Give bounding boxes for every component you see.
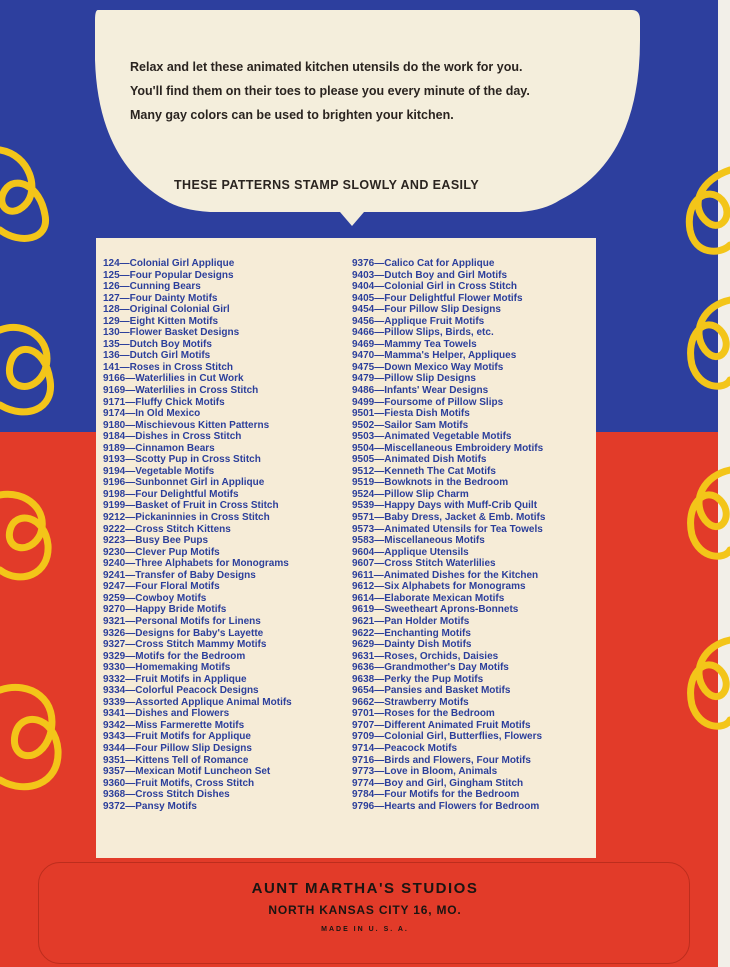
pattern-list-item: 9583—Miscellaneous Motifs (352, 535, 485, 547)
pattern-list-item: 9327—Cross Stitch Mammy Motifs (103, 639, 267, 651)
pattern-list-item: 9405—Four Delightful Flower Motifs (352, 292, 523, 304)
pattern-list-item: 9166—Waterlilies in Cut Work (103, 373, 244, 385)
pattern-list-item: 9466—Pillow Slips, Birds, etc. (352, 327, 494, 339)
pattern-list-item: 9270—Happy Bride Motifs (103, 604, 227, 616)
pattern-list-item: 9499—Foursome of Pillow Slips (352, 396, 504, 408)
pattern-list-item: 9330—Homemaking Motifs (103, 662, 231, 674)
pattern-list-right (352, 258, 545, 812)
pattern-list-item: 9631—Roses, Orchids, Daisies (352, 650, 499, 662)
pattern-list-item: 9784—Four Motifs for the Bedroom (352, 789, 520, 801)
pattern-list-item: 9357—Mexican Motif Luncheon Set (103, 766, 271, 778)
pattern-list-item: 9701—Roses for the Bedroom (352, 708, 495, 720)
pattern-list-item: 9707—Different Animated Fruit Motifs (352, 719, 531, 731)
pattern-list-item: 9636—Grandmother's Day Motifs (352, 662, 509, 674)
pattern-list-item: 9247—Four Floral Motifs (103, 581, 220, 593)
pattern-list-item: 127—Four Dainty Motifs (103, 292, 218, 304)
pattern-list-item: 9180—Mischievous Kitten Patterns (103, 419, 270, 431)
made-in-label: MADE IN U. S. A. (321, 926, 409, 933)
pattern-list-item: 9501—Fiesta Dish Motifs (352, 408, 470, 420)
pattern-list-item: 9714—Peacock Motifs (352, 742, 458, 754)
pattern-list-item: 9196—Sunbonnet Girl in Applique (103, 477, 265, 489)
pattern-list-item: 9638—Perky the Pup Motifs (352, 673, 484, 685)
footer (0, 880, 730, 933)
pattern-list-item: 9321—Personal Motifs for Linens (103, 615, 261, 627)
pattern-list-item: 9571—Baby Dress, Jacket & Emb. Motifs (352, 512, 546, 524)
pattern-list-item: 9454—Four Pillow Slip Designs (352, 304, 501, 316)
pattern-list-item: 9505—Animated Dish Motifs (352, 454, 487, 466)
pattern-list-item: 9519—Bowknots in the Bedroom (352, 477, 509, 489)
pattern-list-item: 125—Four Popular Designs (103, 269, 234, 281)
pattern-list-item: 9774—Boy and Girl, Gingham Stitch (352, 777, 524, 789)
pattern-list-item: 9376—Calico Cat for Applique (352, 258, 495, 269)
pattern-list-item: 9573—Animated Utensils for Tea Towels (352, 523, 543, 535)
pattern-list-item: 9222—Cross Stitch Kittens (103, 523, 231, 535)
pattern-list-item: 9612—Six Alphabets for Monograms (352, 581, 526, 593)
stamp-note: THESE PATTERNS STAMP SLOWLY AND EASILY (174, 178, 480, 192)
pattern-list-item: 9240—Three Alphabets for Monograms (103, 558, 289, 570)
pattern-list-item: 9619—Sweetheart Aprons-Bonnets (352, 604, 519, 616)
pattern-list-item: 9341—Dishes and Flowers (103, 708, 230, 720)
pattern-list-item: 9230—Clever Pup Motifs (103, 546, 220, 558)
pattern-list-item: 9475—Down Mexico Way Motifs (352, 361, 504, 373)
pattern-list-item: 9199—Basket of Fruit in Cross Stitch (103, 500, 279, 512)
pattern-list-item: 9654—Pansies and Basket Motifs (352, 685, 511, 697)
pattern-list-item: 124—Colonial Girl Applique (103, 258, 235, 269)
intro-line-3: Many gay colors can be used to brighten your kitchen. (130, 108, 454, 122)
pattern-list-item: 9174—In Old Mexico (103, 408, 201, 420)
pattern-list-item: 9194—Vegetable Motifs (103, 465, 215, 477)
pattern-list-item: 9773—Love in Bloom, Animals (352, 766, 498, 778)
pattern-list-item: 9470—Mamma's Helper, Appliques (352, 350, 517, 362)
pattern-list-item: 9614—Elaborate Mexican Motifs (352, 592, 505, 604)
pattern-list-item: 9604—Applique Utensils (352, 546, 469, 558)
pattern-list-item: 9709—Colonial Girl, Butterflies, Flowers (352, 731, 543, 743)
intro-text (130, 55, 600, 127)
pattern-list-item: 9189—Cinnamon Bears (103, 442, 215, 454)
pattern-list-item: 136—Dutch Girl Motifs (103, 350, 211, 362)
pattern-list-item: 130—Flower Basket Designs (103, 327, 240, 339)
pattern-list-item: 9504—Miscellaneous Embroidery Motifs (352, 442, 544, 454)
pattern-list-item: 9342—Miss Farmerette Motifs (103, 719, 245, 731)
pattern-list-left (103, 258, 292, 812)
pattern-list-item: 9326—Designs for Baby's Layette (103, 627, 264, 639)
pattern-list-item: 126—Cunning Bears (103, 281, 201, 293)
pattern-list-item: 9539—Happy Days with Muff-Crib Quilt (352, 500, 538, 512)
pattern-list-item: 9344—Four Pillow Slip Designs (103, 742, 252, 754)
pattern-list-item: 9184—Dishes in Cross Stitch (103, 431, 242, 443)
pattern-list-item: 9607—Cross Stitch Waterlilies (352, 558, 496, 570)
pattern-list-item: 9360—Fruit Motifs, Cross Stitch (103, 777, 255, 789)
pattern-list-item: 128—Original Colonial Girl (103, 304, 230, 316)
pattern-list-item: 9368—Cross Stitch Dishes (103, 789, 230, 801)
pattern-list-item: 9456—Applique Fruit Motifs (352, 315, 485, 327)
pattern-list-item: 9171—Fluffy Chick Motifs (103, 396, 225, 408)
pattern-list-item: 9512—Kenneth The Cat Motifs (352, 465, 496, 477)
pattern-list-item: 9329—Motifs for the Bedroom (103, 650, 246, 662)
intro-line-1: Relax and let these animated kitchen utensils do the work for you. (130, 60, 523, 74)
pattern-list-item: 9259—Cowboy Motifs (103, 592, 207, 604)
pattern-list-item: 129—Eight Kitten Motifs (103, 315, 219, 327)
pattern-list-item: 9339—Assorted Applique Animal Motifs (103, 696, 292, 708)
pattern-list-item: 9332—Fruit Motifs in Applique (103, 673, 247, 685)
pattern-list-item: 9503—Animated Vegetable Motifs (352, 431, 512, 443)
pattern-list-item: 9198—Four Delightful Motifs (103, 488, 239, 500)
pattern-list-item: 9629—Dainty Dish Motifs (352, 639, 472, 651)
pattern-list-item: 9469—Mammy Tea Towels (352, 338, 477, 350)
pattern-list-item: 9486—Infants' Wear Designs (352, 385, 489, 397)
pattern-list-item: 135—Dutch Boy Motifs (103, 338, 212, 350)
pattern-list-item: 9351—Kittens Tell of Romance (103, 754, 249, 766)
company-address: NORTH KANSAS CITY 16, MO. (268, 903, 462, 917)
pattern-list-item: 9524—Pillow Slip Charm (352, 488, 469, 500)
pattern-list-item: 9716—Birds and Flowers, Four Motifs (352, 754, 531, 766)
pattern-list-item: 141—Roses in Cross Stitch (103, 361, 234, 373)
pattern-list-item: 9621—Pan Holder Motifs (352, 615, 470, 627)
pattern-list-item: 9796—Hearts and Flowers for Bedroom (352, 800, 540, 812)
pattern-list-item: 9622—Enchanting Motifs (352, 627, 471, 639)
pattern-list-item: 9403—Dutch Boy and Girl Motifs (352, 269, 508, 281)
pattern-list-item: 9662—Strawberry Motifs (352, 696, 469, 708)
intro-line-2: You'll find them on their toes to please you every minute of the day. (130, 84, 530, 98)
pattern-list-item: 9372—Pansy Motifs (103, 800, 197, 812)
pattern-list-item: 9223—Busy Bee Pups (103, 535, 209, 547)
pattern-list-item: 9343—Fruit Motifs for Applique (103, 731, 251, 743)
pattern-list-item: 9611—Animated Dishes for the Kitchen (352, 569, 539, 581)
pattern-list-item: 9212—Pickaninnies in Cross Stitch (103, 512, 270, 524)
pattern-list-item: 9404—Colonial Girl in Cross Stitch (352, 281, 518, 293)
pattern-list-item: 9169—Waterlilies in Cross Stitch (103, 385, 259, 397)
pattern-list-item: 9502—Sailor Sam Motifs (352, 419, 469, 431)
pattern-list-item: 9479—Pillow Slip Designs (352, 373, 476, 385)
pattern-list-item: 9193—Scotty Pup in Cross Stitch (103, 454, 261, 466)
company-name: AUNT MARTHA'S STUDIOS (251, 880, 479, 897)
pattern-list-item: 9241—Transfer of Baby Designs (103, 569, 256, 581)
pattern-list-item: 9334—Colorful Peacock Designs (103, 685, 259, 697)
